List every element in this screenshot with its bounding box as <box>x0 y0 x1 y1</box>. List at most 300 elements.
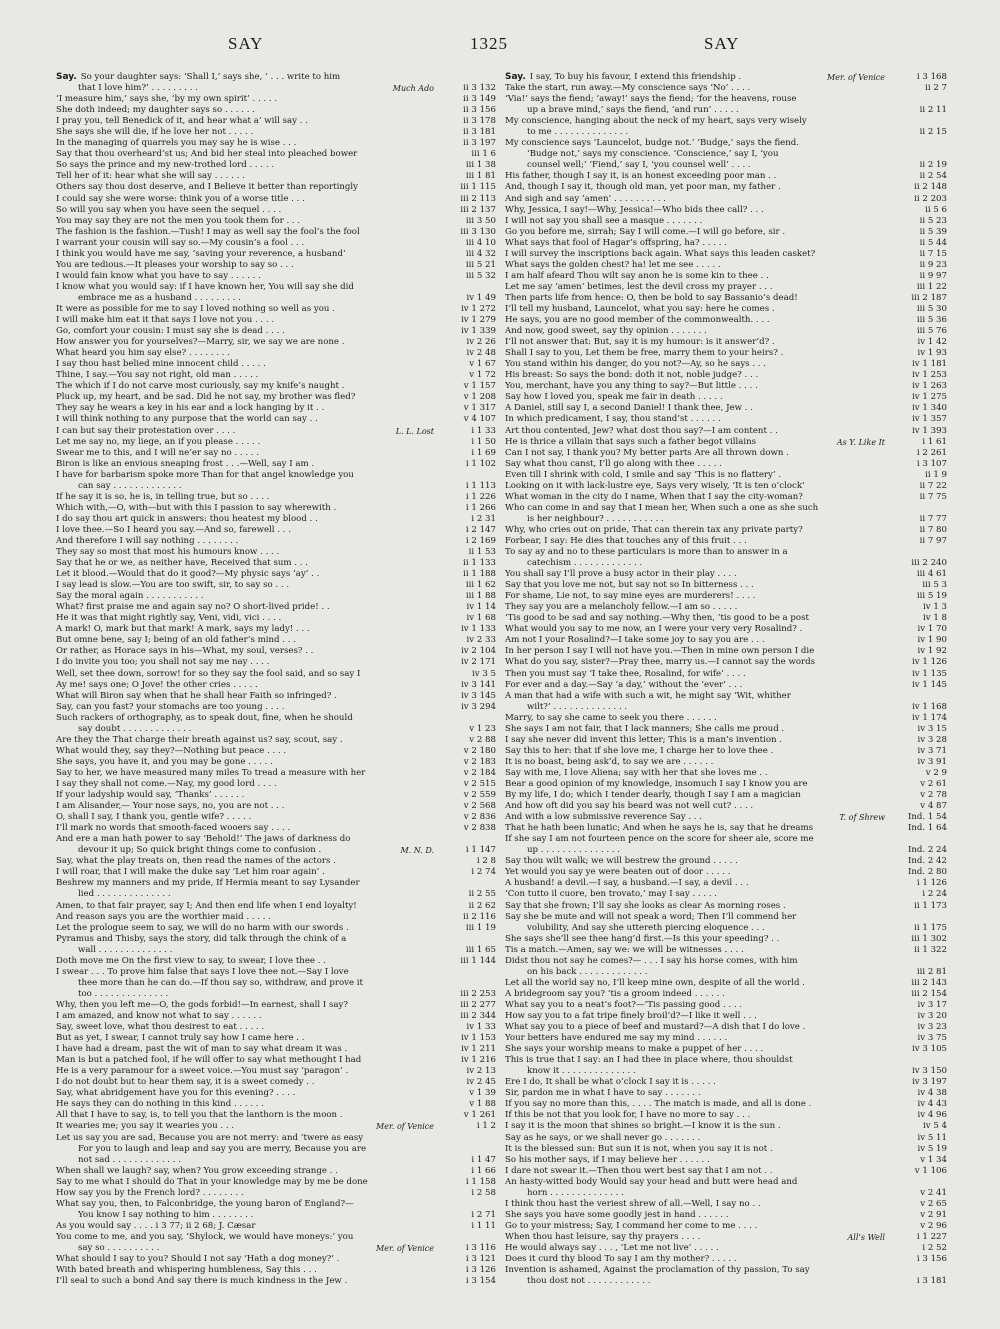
quotation: wall . . . . . . . . . . . . . . <box>78 944 173 955</box>
concordance-entry <box>56 547 496 558</box>
line-reference: i 2 24 <box>922 889 947 900</box>
quotation: By my life, I do; which I tender dearly, though I say I am a magician <box>505 790 801 801</box>
entry-text <box>505 304 891 315</box>
quotation: Take the start, run away.—My conscience says ‘No’ . . . . <box>505 83 751 94</box>
concordance-entry <box>56 1121 496 1132</box>
quotation: Why, then you left me—O, the gods forbid!—In earnest, shall I say? <box>56 999 348 1010</box>
line-reference: iii 1 19 <box>465 922 496 933</box>
quotation: Say she be mute and will not speak a word; Then I’ll commend her <box>505 911 797 922</box>
quotation: Or rather, as Horace says in his—What, my soul, verses? . . <box>56 646 314 657</box>
line-reference: iv 3 91 <box>917 756 947 767</box>
concordance-entry <box>505 1243 947 1254</box>
quotation: If this be not that you look for, I have no more to say . . . <box>505 1110 751 1121</box>
entry-text <box>78 889 440 900</box>
quotation: I would fain know what you have to say . . . . . . <box>56 270 261 281</box>
concordance-entry <box>56 1099 496 1110</box>
play-title: T. of Shrew <box>839 813 885 823</box>
concordance-entry <box>505 1254 947 1265</box>
concordance-entry <box>56 1276 496 1287</box>
quotation: Yet would you say ye were beaten out of door . . . . . <box>505 867 731 878</box>
concordance-entry <box>505 370 947 381</box>
concordance-entry <box>505 1166 947 1177</box>
line-reference: iv 1 3 <box>922 602 947 613</box>
line-reference: i 1 227 <box>916 1231 947 1242</box>
concordance-entry <box>505 426 947 437</box>
concordance-entry <box>56 392 496 403</box>
line-reference: iv 1 93 <box>917 348 947 359</box>
line-reference: iii 1 88 <box>465 591 496 602</box>
concordance-entry <box>56 613 496 624</box>
line-reference: iii 1 302 <box>911 933 947 944</box>
line-reference: ii 3 132 <box>463 83 496 94</box>
concordance-entry <box>56 1000 496 1011</box>
entry-text <box>505 1210 891 1221</box>
entry-text <box>78 293 440 304</box>
concordance-entry <box>56 580 496 591</box>
concordance-entry <box>505 867 947 878</box>
entry-text <box>56 680 440 691</box>
line-reference: iv 3 141 <box>461 679 496 690</box>
line-reference: iv 3 71 <box>917 745 947 756</box>
line-reference: i 1 61 <box>922 436 947 447</box>
concordance-entry <box>505 1133 947 1144</box>
concordance-entry <box>505 337 947 348</box>
line-reference: Ind. 2 80 <box>907 867 947 878</box>
line-reference: iv 3 294 <box>461 701 496 712</box>
line-reference: ii 3 178 <box>463 116 496 127</box>
line-reference: Ind. 2 24 <box>907 845 947 856</box>
entry-text <box>505 503 891 514</box>
entry-text <box>56 127 440 138</box>
quotation: She says I am not fair, that I lack manners; She calls me proud . <box>505 723 785 734</box>
quotation: His father, though I say it, is an honest exceeding poor man . . <box>505 171 777 182</box>
line-reference: v 1 261 <box>463 1110 496 1121</box>
concordance-entry <box>56 83 496 94</box>
line-reference: i 2 31 <box>471 513 496 524</box>
line-reference: i 2 71 <box>471 1209 496 1220</box>
entry-text <box>56 779 440 790</box>
entry-text <box>56 912 440 923</box>
concordance-entry <box>505 437 947 448</box>
concordance-entry <box>56 1221 496 1232</box>
entry-text <box>505 260 891 271</box>
line-reference: i 1 147 <box>465 845 496 856</box>
entry-text <box>56 790 440 801</box>
entry-text <box>56 1033 440 1044</box>
entry-text <box>56 470 440 481</box>
concordance-entry <box>505 768 947 779</box>
quotation: For ever and a day.—Say ‘a day,’ without the ‘ever’ . . . <box>505 679 743 690</box>
entry-text <box>56 934 440 945</box>
line-reference: ii 7 80 <box>919 524 947 535</box>
line-reference: i 3 121 <box>465 1254 496 1265</box>
entry-text <box>56 492 440 503</box>
line-reference: i 3 107 <box>916 458 947 469</box>
concordance-entry <box>505 989 947 1000</box>
quotation: Can I not say, I thank you? My better parts Are all thrown down . <box>505 447 789 458</box>
entry-text <box>505 293 891 304</box>
quotation: Amen, to that fair prayer, say I; And then end life when I end loyalty! <box>56 900 357 911</box>
concordance-entry <box>505 414 947 425</box>
quotation: Even till I shrink with cold, I smile and say ‘This is no flattery’ . <box>505 469 782 480</box>
line-reference: ii 2 15 <box>919 127 947 138</box>
concordance-entry <box>56 448 496 459</box>
concordance-entry <box>505 978 947 989</box>
concordance-entry <box>505 260 947 271</box>
entry-text <box>505 746 891 757</box>
entry-text <box>56 205 440 216</box>
entry-text <box>56 624 440 635</box>
play-title: Mer. of Venice <box>827 73 885 82</box>
entry-text <box>505 624 891 635</box>
line-reference: ii 3 156 <box>463 105 496 116</box>
line-reference: iv 5 11 <box>917 1132 947 1143</box>
entry-text <box>56 1188 440 1199</box>
entry-text <box>56 702 440 713</box>
entry-text <box>505 1110 891 1121</box>
line-reference: v 2 9 <box>925 767 947 778</box>
quotation: Say that you love me not, but say not so In bitterness . . . <box>505 580 754 591</box>
quotation: What would they, say they?—Nothing but peace . . . . <box>56 745 287 756</box>
quotation: too . . . . . . . . . . . . . . <box>78 988 169 999</box>
entry-text <box>56 182 440 193</box>
entry-text <box>56 216 440 227</box>
concordance-entry <box>505 1276 947 1287</box>
entry-text <box>56 901 440 912</box>
line-reference: iv 1 253 <box>912 370 947 381</box>
concordance-entry <box>56 403 496 414</box>
line-reference: i 1 69 <box>471 447 496 458</box>
concordance-entry <box>505 1022 947 1033</box>
entry-text <box>505 348 891 359</box>
entry-text <box>56 923 440 934</box>
concordance-entry <box>505 823 947 834</box>
quotation: up a brave mind,’ says the fiend, ‘and run’ . . . . . <box>527 105 739 116</box>
concordance-entry <box>56 1088 496 1099</box>
concordance-entry <box>56 801 496 812</box>
line-reference: v 4 107 <box>463 414 496 425</box>
line-reference: iv 1 275 <box>912 392 947 403</box>
concordance-entry <box>56 912 496 923</box>
concordance-entry <box>505 635 947 646</box>
entry-text <box>56 426 396 437</box>
concordance-entry <box>56 205 496 216</box>
quotation: Bear a good opinion of my knowledge, insomuch I say I know you are <box>505 779 808 789</box>
quotation: Say, what abridgement have you for this evening? . . . . <box>56 1088 296 1099</box>
concordance-entry <box>56 216 496 227</box>
quotation: I think you would have me say, ‘saving your reverence, a husband’ <box>56 248 346 259</box>
concordance-entry <box>56 470 496 481</box>
entry-text <box>505 1011 891 1022</box>
line-reference: iii 5 36 <box>916 315 947 326</box>
quotation: Which with,—O, with—but with this I passion to say wherewith . <box>56 502 337 513</box>
entry-text <box>56 657 440 668</box>
line-reference: iii 1 115 <box>460 182 496 193</box>
entry-text <box>527 105 891 116</box>
quotation: He is a very paramour for a sweet voice.—You must say ‘paragon’ . <box>56 1066 349 1077</box>
line-reference: iii 2 154 <box>911 988 947 999</box>
concordance-entry <box>505 1199 947 1210</box>
quotation: I have for barbarism spoke more Than for that angel knowledge you <box>56 469 354 480</box>
line-reference: iv 1 357 <box>912 414 947 425</box>
line-reference: iii 5 21 <box>465 259 496 270</box>
line-reference: v 2 41 <box>920 1187 947 1198</box>
line-reference: iii 2 187 <box>911 292 947 303</box>
entry-text <box>78 1243 376 1254</box>
concordance-entry <box>505 116 947 127</box>
concordance-entry <box>56 989 496 1000</box>
entry-text <box>78 724 440 735</box>
line-reference: Ind. 2 42 <box>907 856 947 867</box>
concordance-entry <box>505 503 947 514</box>
concordance-entry <box>505 160 947 171</box>
concordance-entry <box>56 72 496 83</box>
quotation: What say you, then, to Falconbridge, the young baron of England?— <box>56 1198 354 1209</box>
line-reference: ii 9 23 <box>919 259 947 270</box>
entry-text <box>505 669 891 680</box>
entry-text <box>505 72 827 83</box>
concordance-entry <box>505 801 947 812</box>
line-reference: i 1 113 <box>465 480 496 491</box>
entry-text <box>56 1177 440 1188</box>
entry-text <box>56 878 440 889</box>
entry-text <box>56 459 440 470</box>
quotation: say doubt . . . . . . . . . . . . . <box>78 723 192 734</box>
concordance-entry <box>56 149 496 160</box>
concordance-entry <box>505 459 947 470</box>
quotation: And ere a man hath power to say ‘Behold!’ The jaws of darkness do <box>56 834 351 845</box>
concordance-entry <box>56 1066 496 1077</box>
line-reference: ii 2 203 <box>914 193 947 204</box>
line-reference: v 1 67 <box>469 359 496 370</box>
entry-text <box>56 547 440 558</box>
entry-text <box>527 149 891 160</box>
line-reference: i 3 181 <box>916 1276 947 1287</box>
concordance-entry <box>505 878 947 889</box>
concordance-entry <box>505 845 947 856</box>
concordance-entry <box>505 227 947 238</box>
line-reference: iv 1 70 <box>917 624 947 635</box>
entry-text <box>505 635 891 646</box>
concordance-entry <box>56 260 496 271</box>
quotation: I can but say their protestation over . . . . <box>56 425 236 436</box>
line-reference: iii 4 61 <box>916 569 947 580</box>
concordance-entry <box>56 1133 496 1144</box>
quotation: Are they the That charge their breath against us? say, scout, say . <box>56 734 343 745</box>
entry-text <box>56 956 440 967</box>
concordance-entry <box>56 746 496 757</box>
entry-text <box>505 1077 891 1088</box>
line-reference: i 2 147 <box>465 524 496 535</box>
quotation: on his back . . . . . . . . . . . . . <box>527 966 648 977</box>
quotation: And how oft did you say his beard was not well cut? . . . . <box>505 801 754 812</box>
quotation: A husband! a devil.—I say, a husband.—I say, a devil . . . <box>505 878 749 889</box>
concordance-entry <box>56 414 496 425</box>
page-header <box>0 0 1000 62</box>
quotation: Say to her, we have measured many miles To tread a measure with her <box>56 767 366 778</box>
entry-text <box>505 448 891 459</box>
concordance-entry <box>505 1044 947 1055</box>
quotation: Invention is ashamed, Against the proclamation of thy passion, To say <box>505 1265 810 1276</box>
quotation: She says your worship means to make a puppet of her . . . . <box>505 1044 764 1055</box>
concordance-entry <box>56 923 496 934</box>
play-title: As Y. Like It <box>836 437 885 447</box>
entry-text <box>505 194 891 205</box>
entry-text <box>505 492 891 503</box>
line-reference: v 1 157 <box>463 381 496 392</box>
entry-text <box>56 525 440 536</box>
entry-text <box>505 889 891 900</box>
line-reference: iv 1 42 <box>917 337 947 348</box>
quotation: Pyramus and Thisby, says the story, did talk through the chink of a <box>56 933 347 944</box>
quotation: lied . . . . . . . . . . . . . . <box>78 889 171 900</box>
line-reference: iv 3 15 <box>917 723 947 734</box>
quotation: devour it up; So quick bright things come to confusion . <box>78 845 322 856</box>
concordance-entry <box>505 448 947 459</box>
entry-text <box>505 116 891 127</box>
entry-text <box>505 768 891 779</box>
concordance-entry <box>56 1232 496 1243</box>
quotation: can say . . . . . . . . . . . . . <box>78 480 182 491</box>
entry-text <box>56 1044 440 1055</box>
line-reference: iv 4 43 <box>917 1099 947 1110</box>
quotation: I could say she were worse: think you of a worse title . . . <box>56 193 305 204</box>
concordance-entry <box>505 624 947 635</box>
quotation: thou dost not . . . . . . . . . . . . <box>527 1276 651 1287</box>
quotation: Ere I do, It shall be what o’clock I say it is . . . . . <box>505 1077 716 1088</box>
quotation: I say lead is slow.—You are too swift, sir, to say so . . . <box>56 580 290 591</box>
entry-text <box>505 238 891 249</box>
line-reference: ii 7 22 <box>919 480 947 491</box>
entry-text <box>505 216 891 227</box>
quotation: I say thou hast belied mine innocent child . . . . . <box>56 359 266 370</box>
entry-text <box>505 834 891 845</box>
entry-text <box>527 160 891 171</box>
entry-text <box>505 790 891 801</box>
concordance-entry <box>505 790 947 801</box>
entry-text <box>505 1265 891 1276</box>
quotation: know it . . . . . . . . . . . . . . <box>527 1066 636 1077</box>
line-reference: ii 1 188 <box>463 569 496 580</box>
quotation: Say with me, I love Aliena; say with her that she loves me . . <box>505 767 768 778</box>
entry-text <box>56 746 440 757</box>
concordance-entry <box>56 426 496 437</box>
concordance-entry <box>56 1177 496 1188</box>
line-reference: v 1 72 <box>469 370 496 381</box>
entry-text <box>56 194 440 205</box>
concordance-entry <box>56 845 496 856</box>
quotation: In her person I say I will not have you.—Then in mine own person I die <box>505 646 815 657</box>
entry-text <box>505 1144 891 1155</box>
entry-text <box>56 801 440 812</box>
entry-text <box>505 956 891 967</box>
line-reference: iii 2 143 <box>911 977 947 988</box>
concordance-entry <box>505 669 947 680</box>
concordance-entry <box>505 315 947 326</box>
entry-text <box>505 536 891 547</box>
entry-text <box>78 845 400 856</box>
concordance-entry <box>505 834 947 845</box>
line-reference: v 1 208 <box>463 392 496 403</box>
entry-text <box>56 1110 440 1121</box>
quotation: Say that thou overheard’st us; And bid her steal into pleached bower <box>56 149 358 160</box>
line-reference: ii 7 15 <box>919 248 947 259</box>
concordance-entry <box>56 459 496 470</box>
concordance-entry <box>56 591 496 602</box>
concordance-entry <box>505 216 947 227</box>
quotation: Biron is like an envious sneaping frost . . .—Well, say I am . <box>56 458 315 469</box>
entry-text <box>56 646 440 657</box>
concordance-entry <box>505 812 947 823</box>
line-reference: iii 5 3 <box>922 580 947 591</box>
concordance-entry <box>505 889 947 900</box>
concordance-entry <box>505 1000 947 1011</box>
concordance-entry <box>505 901 947 912</box>
concordance-entry <box>505 1110 947 1121</box>
entry-text <box>505 735 891 746</box>
quotation: ‘Via!’ says the fiend; ‘away!’ says the fiend; ‘for the heavens, rouse <box>505 94 797 105</box>
quotation: wilt?’ . . . . . . . . . . . . . . <box>527 701 628 712</box>
quotation: Ay me! says one; O Jove! the other cries . . . . . <box>56 679 258 690</box>
concordance-entry <box>56 1055 496 1066</box>
concordance-entry <box>505 1077 947 1088</box>
line-reference: iv 1 49 <box>466 292 496 303</box>
concordance-entry <box>56 536 496 547</box>
concordance-entry <box>56 1265 496 1276</box>
quotation: So your daughter says: ‘Shall I,’ says she, ‘ . . . write to him <box>80 72 341 82</box>
entry-text <box>505 337 891 348</box>
line-reference: iv 3 28 <box>917 734 947 745</box>
concordance-entry <box>56 713 496 724</box>
quotation: I will think nothing to any purpose that the world can say . . <box>56 414 318 425</box>
quotation: You stand within his danger, do you not?—Ay, so he says . . . <box>505 359 766 370</box>
line-reference: iii 2 137 <box>460 204 496 215</box>
concordance-entry <box>56 856 496 867</box>
entry-text <box>56 359 440 370</box>
concordance-entry <box>56 558 496 569</box>
line-reference: ii 2 148 <box>914 182 947 193</box>
entry-text <box>505 459 891 470</box>
concordance-entry <box>56 724 496 735</box>
concordance-entry <box>505 923 947 934</box>
line-reference: i 1 2 <box>476 1121 496 1132</box>
concordance-entry <box>56 271 496 282</box>
concordance-entry <box>56 669 496 680</box>
quotation: In the managing of quarrels you may say he is wise . . . <box>56 138 297 149</box>
line-reference: iv 1 263 <box>912 381 947 392</box>
entry-text <box>505 437 837 448</box>
line-reference: iv 3 145 <box>461 690 496 701</box>
concordance-entry <box>56 1210 496 1221</box>
line-reference: i 1 66 <box>471 1165 496 1176</box>
concordance-entry <box>505 569 947 580</box>
concordance-entry <box>56 702 496 713</box>
concordance-entry <box>56 514 496 525</box>
concordance-entry <box>56 171 496 182</box>
entry-text <box>56 812 440 823</box>
quotation: And therefore I will say nothing . . . . . . . . <box>56 535 239 546</box>
quotation: thee more than he can do.—If thou say so, withdraw, and prove it <box>78 977 363 988</box>
line-reference: v 2 183 <box>463 756 496 767</box>
line-reference: iv 3 105 <box>912 1044 947 1055</box>
line-reference: i 1 50 <box>471 436 496 447</box>
line-reference: i 1 11 <box>471 1220 496 1231</box>
entry-text <box>527 1188 891 1199</box>
line-reference: iii 2 240 <box>911 558 947 569</box>
headword: Say. <box>505 72 526 82</box>
line-reference: v 1 23 <box>469 723 496 734</box>
quotation: He would always say . . . , ‘Let me not live’ . . . . . <box>505 1242 719 1253</box>
